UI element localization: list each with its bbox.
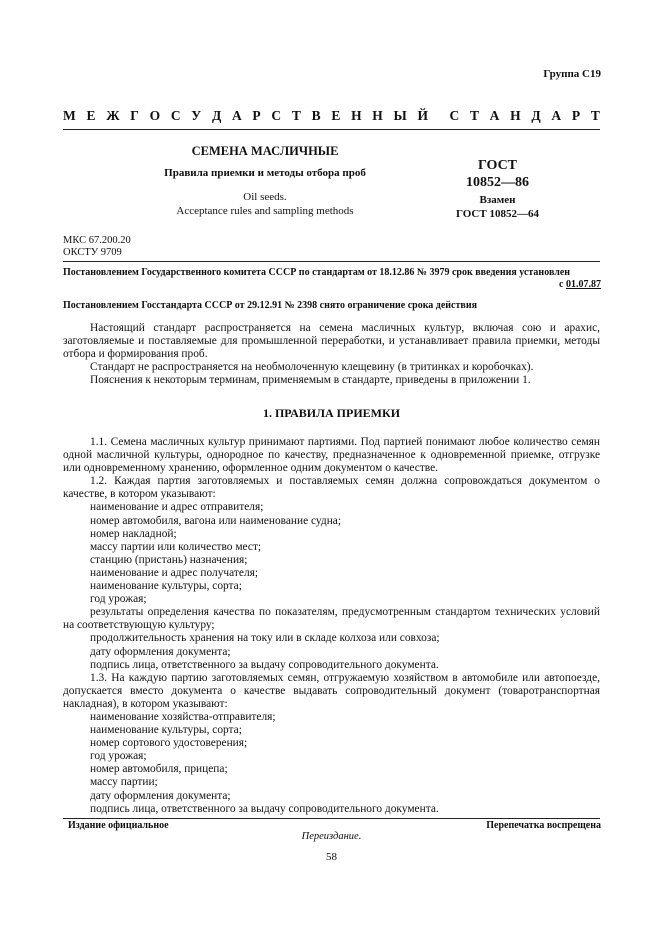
list-item: год урожая; (90, 593, 147, 606)
list-item: номер автомобиля, вагона или наименование судна; (90, 514, 342, 527)
intro-block (63, 322, 600, 387)
list-item: наименование культуры, сорта; (90, 580, 242, 593)
mks-code: МКС 67.200.20 (63, 235, 131, 246)
banner-letter: Т (291, 108, 301, 123)
clause-1-1: 1.1. Семена масличных культур принимают партиями. Под партией понимают любое количество семян одной масличной культуры, однородное по качеству, предназначенное к одновременной приемке, отгрузке или одновременному хранению, оформленное одним документом о качестве. (63, 436, 600, 475)
banner-letter: М (63, 108, 76, 123)
footer-rule (63, 818, 600, 819)
banner-letter: Ж (106, 108, 120, 123)
intro-paragraph: Стандарт не распространяется на необмолоченную клещевину (в тритинках и коробочках). (90, 361, 534, 374)
gost-label: ГОСТ (477, 158, 518, 173)
banner-letter: Е (331, 108, 341, 123)
list-item: номер автомобиля, прицепа; (90, 763, 228, 776)
title-en-line2: Acceptance rules and sampling methods (176, 205, 354, 217)
banner-letter: Н (351, 108, 362, 123)
section-heading: 1. ПРАВИЛА ПРИЕМКИ (262, 406, 401, 420)
clause-1-2: 1.2. Каждая партия заготовляемых и поставляемых семян должна сопровождаться документом о качестве, в котором указывают: (63, 475, 600, 501)
group-code: Группа С19 (543, 68, 601, 80)
banner-letter: А (489, 108, 500, 123)
banner-letter: С (271, 108, 282, 123)
list-item: наименование и адрес получателя; (90, 566, 259, 579)
banner-letter: А (231, 108, 242, 123)
list-item: дату оформления документа; (90, 789, 231, 802)
list-item: станцию (пристань) назначения; (90, 553, 248, 566)
banner-letter: Й (417, 108, 429, 123)
gost-number: 10852—86 (466, 175, 529, 190)
list-item: подпись лица, ответственного за выдачу сопроводительного документа. (90, 658, 439, 671)
decree-first: Постановлением Государственного комитета СССР по стандартам от 18.12.86 № 3979 срок введения установлен (63, 267, 571, 278)
edition-note: Издание официальное (68, 820, 169, 831)
banner-letter: Н (510, 108, 521, 123)
page-number: 58 (326, 851, 337, 863)
decree-first-date: 01.07.87 (566, 279, 601, 290)
list-item: номер накладной; (90, 527, 177, 540)
replaced-gost: ГОСТ 10852—64 (456, 208, 539, 220)
list-item: год урожая; (90, 750, 147, 763)
banner-rule (63, 129, 600, 130)
banner-letter: С (170, 108, 181, 123)
banner-letter: У (191, 108, 202, 123)
banner-letter: Р (571, 108, 581, 123)
list-item: подпись лица, ответственного за выдачу сопроводительного документа. (90, 802, 439, 815)
banner-letter: Д (531, 108, 541, 123)
list-item: наименование и адрес отправителя; (90, 501, 264, 514)
list-item: номер сортового удостоверения; (90, 737, 248, 750)
section1-body (63, 436, 600, 816)
list-item: дату оформления документа; (90, 645, 231, 658)
banner-letter: С (449, 108, 460, 123)
banner-letter: Д (211, 108, 222, 123)
list-item: наименование культуры, сорта; (90, 724, 242, 737)
banner-letter: Р (252, 108, 261, 123)
reprint-note: Переиздание. (301, 831, 362, 842)
clause-1-3: 1.3. На каждую партию заготовляемых семян, отгружаемую хозяйством в автомобиле или автопоезде, допускается вместо документа о качестве выдавать сопроводительный документ (товаротранспортная накладная), в котором указывают: (63, 671, 600, 710)
codes-rule (63, 261, 600, 262)
list-item: наименование хозяйства-отправителя; (90, 710, 276, 723)
title-en-line1: Oil seeds. (243, 191, 287, 203)
replaced-label: Взамен (479, 194, 516, 206)
title-ru: СЕМЕНА МАСЛИЧНЫЕ (191, 144, 339, 158)
banner-letter: Ы (393, 108, 407, 123)
banner-letter: А (551, 108, 562, 123)
banner-letter: Е (86, 108, 96, 123)
intro-paragraph: Пояснения к некоторым терминам, применяемым в стандарте, приведены в приложении 1. (90, 374, 531, 387)
banner-letter: О (149, 108, 161, 123)
standard-banner (63, 108, 600, 124)
list-item: результаты определения качества по показателям, предусмотренным стандартом технических условий на соответствующую культуру; (63, 606, 600, 632)
decree-first-prefix: с (559, 279, 566, 290)
okstu-code: ОКСТУ 9709 (63, 247, 122, 258)
banner-letter: Т (469, 108, 479, 123)
decree-first-cont (559, 279, 601, 290)
banner-letter: В (311, 108, 321, 123)
list-item: массу партии или количество мест; (90, 540, 262, 553)
list-item: продолжительность хранения на току или в складе колхоза или совхоза; (90, 632, 440, 645)
subtitle-ru: Правила приемки и методы отбора проб (164, 167, 366, 179)
banner-letter: Н (372, 108, 383, 123)
banner-letter: Т (590, 108, 600, 123)
no-reprint-note: Перепечатка воспрещена (486, 820, 601, 831)
list-item: массу партии; (90, 776, 158, 789)
classification-codes (63, 235, 131, 259)
intro-paragraph: Настоящий стандарт распространяется на семена масличных культур, включая сою и арахис, заготовляемые и поставляемые для промышленной переработки, и устанавливает правила приемки, методы отбора и формирования проб. (63, 322, 600, 361)
decree-second: Постановлением Госстандарта СССР от 29.12.91 № 2398 снято ограничение срока действия (63, 300, 477, 311)
banner-letter: Г (130, 108, 139, 123)
